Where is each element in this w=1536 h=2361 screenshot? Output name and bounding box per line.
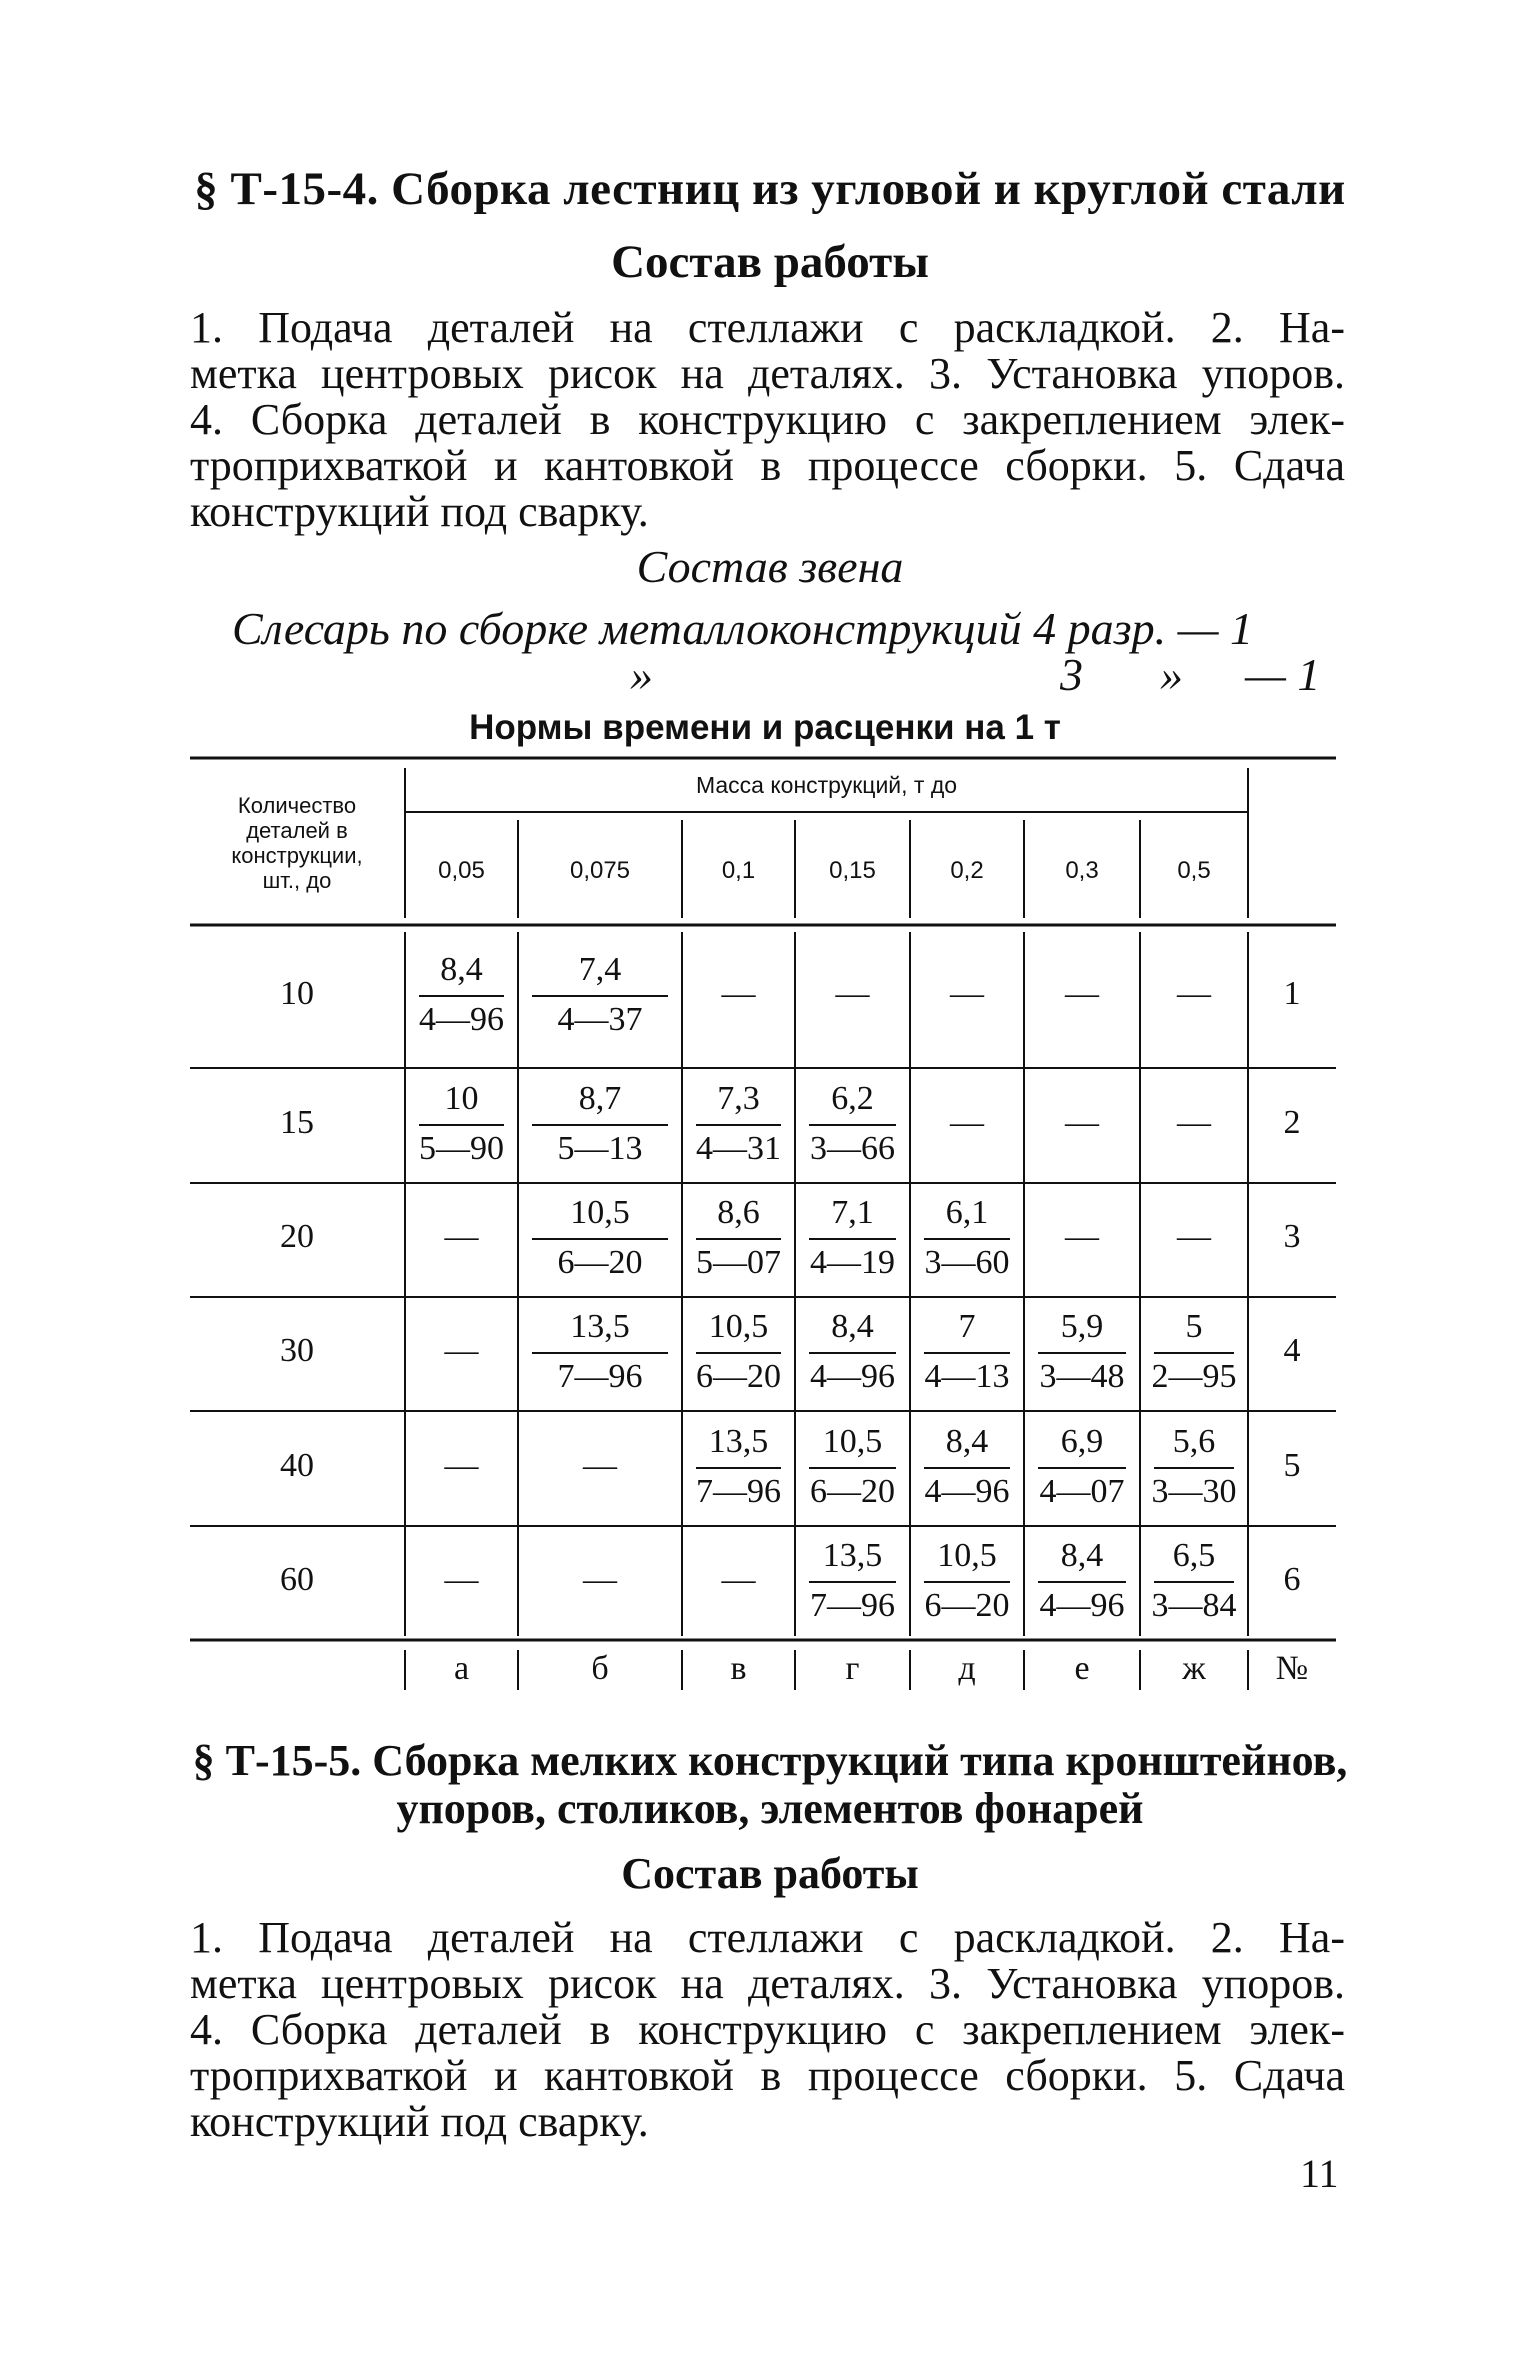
norm-time-value: 10,5 — [822, 1422, 883, 1460]
empty-dash: — — [1065, 974, 1099, 1012]
table-title: Нормы времени и расценки на 1 т — [469, 708, 1061, 747]
fraction-bar — [809, 1467, 896, 1469]
norm-time-value: 5,6 — [1172, 1422, 1216, 1460]
fraction-bar — [532, 1238, 668, 1240]
crew-count: — 1 — [1245, 649, 1321, 700]
fraction-bar — [532, 995, 668, 997]
empty-dash: — — [835, 974, 870, 1012]
norm-time-value: 6,1 — [945, 1194, 989, 1231]
row-header-line: конструкции, — [231, 843, 363, 868]
norm-time-value: 13,5 — [570, 1308, 630, 1345]
fraction-bar — [419, 1124, 504, 1126]
rate-value: 4—96 — [1039, 1587, 1125, 1624]
row-number: 4 — [1283, 1332, 1301, 1369]
norm-time-value: 10 — [444, 1079, 479, 1117]
fraction-bar — [924, 1238, 1010, 1240]
fraction-bar — [1038, 1467, 1126, 1469]
norm-time-value: 10,5 — [570, 1194, 630, 1231]
text-line: 4. Сборка деталей в конструкцию с закреплением элек- — [190, 2005, 1345, 2054]
norm-time-value: 6,9 — [1060, 1422, 1104, 1460]
crew-grade: 3 — [1060, 649, 1083, 700]
fraction-bar — [696, 1467, 781, 1469]
rate-value: 4—96 — [924, 1472, 1010, 1510]
rate-value: 6—20 — [810, 1472, 895, 1510]
norm-time-value: 7,1 — [831, 1194, 874, 1231]
rate-value: 6—20 — [924, 1587, 1010, 1624]
empty-dash: — — [1177, 1103, 1211, 1141]
norm-time-value: 7,4 — [578, 950, 622, 988]
rate-value: 5—13 — [557, 1129, 643, 1167]
rate-value: 4—96 — [419, 1000, 504, 1038]
empty-dash: — — [1065, 1218, 1099, 1255]
row-number: 3 — [1283, 1218, 1301, 1255]
row-header — [192, 793, 402, 893]
empty-dash: — — [950, 1103, 984, 1141]
norm-time-value: 5 — [1185, 1308, 1203, 1345]
rate-value: 6—20 — [696, 1358, 781, 1395]
empty-dash: — — [950, 974, 984, 1012]
rate-value: 3—48 — [1039, 1358, 1125, 1395]
rate-value: 7—96 — [696, 1472, 781, 1510]
fraction-bar — [924, 1352, 1010, 1354]
norm-time-value: 8,4 — [831, 1308, 874, 1345]
rate-value: 4—37 — [557, 1000, 643, 1038]
column-letter: д — [958, 1650, 976, 1687]
norm-time-value: 5,9 — [1060, 1308, 1104, 1345]
fraction-bar — [532, 1124, 668, 1126]
column-header: 0,05 — [438, 857, 485, 884]
empty-dash: — — [1177, 1218, 1211, 1255]
section2-title-line1: § Т-15-5. Сборка мелких конструкций типа кронштейнов, — [192, 1736, 1348, 1785]
row-header-line: Количество — [237, 793, 357, 818]
fraction-bar — [1154, 1352, 1234, 1354]
rate-value: 3—66 — [810, 1129, 895, 1167]
text-line: конструкций под сварку. — [190, 487, 649, 536]
group-header: Масса конструкций, т до — [695, 772, 958, 798]
text-line: троприхваткой и кантовкой в процессе сборки. 5. Сдача — [190, 441, 1345, 490]
empty-dash: — — [721, 974, 756, 1012]
fraction-bar — [696, 1124, 781, 1126]
row-label: 15 — [280, 1103, 314, 1141]
empty-dash: — — [583, 1561, 617, 1598]
row-label: 10 — [280, 974, 314, 1012]
rate-value: 4—96 — [810, 1358, 895, 1395]
text-line: метка центровых рисок на деталях. 3. Установка упоров. — [190, 1959, 1345, 2008]
rate-value: 3—60 — [924, 1244, 1010, 1281]
norm-time-value: 10,5 — [708, 1308, 769, 1345]
row-label: 40 — [280, 1446, 314, 1484]
column-letter: а — [453, 1650, 470, 1687]
fraction-bar — [696, 1238, 781, 1240]
fraction-bar — [1154, 1467, 1234, 1469]
text-line: 4. Сборка деталей в конструкцию с закреплением элек- — [190, 395, 1345, 444]
empty-dash: — — [1177, 974, 1211, 1012]
norm-time-value: 10,5 — [937, 1537, 997, 1574]
rate-value: 3—30 — [1151, 1472, 1237, 1510]
rate-value: 6—20 — [557, 1244, 643, 1281]
row-label: 60 — [280, 1561, 314, 1598]
section2-title-line2: упоров, столиков, элементов фонарей — [396, 1784, 1144, 1833]
rate-value: 7—96 — [557, 1358, 643, 1395]
empty-dash: — — [444, 1446, 479, 1484]
norm-time-value: 8,4 — [1060, 1537, 1104, 1574]
text-line: конструкций под сварку. — [190, 2097, 649, 2146]
norm-time-value: 7,3 — [717, 1079, 760, 1117]
column-letter: в — [730, 1650, 747, 1687]
number-sign: № — [1275, 1650, 1309, 1687]
fraction-bar — [419, 995, 504, 997]
fraction-bar — [924, 1581, 1010, 1583]
fraction-bar — [1154, 1581, 1234, 1583]
rate-value: 3—84 — [1151, 1587, 1237, 1624]
section-title: § Т-15-4. Сборка лестниц из угловой и круглой стали — [194, 163, 1346, 215]
fraction-bar — [532, 1352, 668, 1354]
work-composition-heading: Состав работы — [611, 236, 929, 288]
row-label: 20 — [280, 1218, 314, 1255]
column-header: 0,2 — [950, 857, 984, 884]
rate-value: 4—31 — [696, 1129, 781, 1167]
rate-value: 4—13 — [924, 1358, 1010, 1395]
fraction-bar — [1038, 1352, 1126, 1354]
fraction-bar — [809, 1124, 896, 1126]
norm-time-value: 13,5 — [708, 1422, 769, 1460]
section2-work-text — [190, 1915, 1345, 2145]
text-line: 1. Подача деталей на стеллажи с раскладкой. 2. На- — [190, 1913, 1345, 1962]
fraction-bar — [809, 1238, 896, 1240]
text-line: 1. Подача деталей на стеллажи с раскладкой. 2. На- — [190, 303, 1345, 352]
row-header-line: шт., до — [262, 868, 332, 893]
norm-time-value: 8,6 — [717, 1194, 760, 1231]
norm-time-value: 13,5 — [822, 1537, 883, 1574]
row-number: 2 — [1283, 1103, 1301, 1141]
page-number: 11 — [1300, 2151, 1339, 2196]
rate-value: 5—90 — [419, 1129, 504, 1167]
empty-dash: — — [583, 1446, 617, 1484]
rate-value: 4—19 — [810, 1244, 895, 1281]
row-number: 6 — [1283, 1561, 1301, 1598]
rate-value: 7—96 — [810, 1587, 895, 1624]
column-header: 0,15 — [829, 857, 876, 884]
fraction-bar — [809, 1581, 896, 1583]
fraction-bar — [809, 1352, 896, 1354]
crew-heading: Состав звена — [636, 541, 904, 592]
norm-time-value: 7 — [958, 1308, 976, 1345]
text-line: троприхваткой и кантовкой в процессе сборки. 5. Сдача — [190, 2051, 1345, 2100]
column-letter: г — [845, 1650, 860, 1687]
column-header: 0,5 — [1177, 857, 1211, 884]
section2-work-heading: Состав работы — [621, 1849, 919, 1898]
norm-time-value: 6,2 — [831, 1079, 874, 1117]
empty-dash: — — [444, 1561, 479, 1598]
rate-value: 2—95 — [1151, 1358, 1237, 1395]
empty-dash: — — [444, 1218, 479, 1255]
empty-dash: — — [444, 1332, 479, 1369]
fraction-bar — [696, 1352, 781, 1354]
column-letter: ж — [1182, 1650, 1206, 1687]
norm-time-value: 8,4 — [945, 1422, 989, 1460]
fraction-bar — [924, 1467, 1010, 1469]
fraction-bar — [1038, 1581, 1126, 1583]
rate-value: 5—07 — [696, 1244, 781, 1281]
column-header: 0,1 — [721, 857, 756, 884]
column-header: 0,3 — [1065, 857, 1099, 884]
norm-time-value: 6,5 — [1172, 1537, 1216, 1574]
norm-time-value: 8,7 — [578, 1079, 622, 1117]
ditto-mark: » — [1160, 649, 1183, 700]
ditto-mark: » — [630, 649, 653, 700]
row-number: 5 — [1283, 1446, 1301, 1484]
empty-dash: — — [1065, 1103, 1099, 1141]
empty-dash: — — [721, 1561, 756, 1598]
row-number: 1 — [1283, 974, 1301, 1012]
crew-line-1: Слесарь по сборке металлоконструкций 4 разр. — 1 — [232, 603, 1254, 654]
column-letter: е — [1074, 1650, 1090, 1687]
row-header-line: деталей в — [246, 818, 348, 843]
row-label: 30 — [280, 1332, 314, 1369]
rate-value: 4—07 — [1039, 1472, 1125, 1510]
norm-time-value: 8,4 — [440, 950, 483, 988]
text-line: метка центровых рисок на деталях. 3. Установка упоров. — [190, 349, 1345, 398]
column-letter: б — [591, 1650, 609, 1687]
column-header: 0,075 — [569, 857, 631, 884]
